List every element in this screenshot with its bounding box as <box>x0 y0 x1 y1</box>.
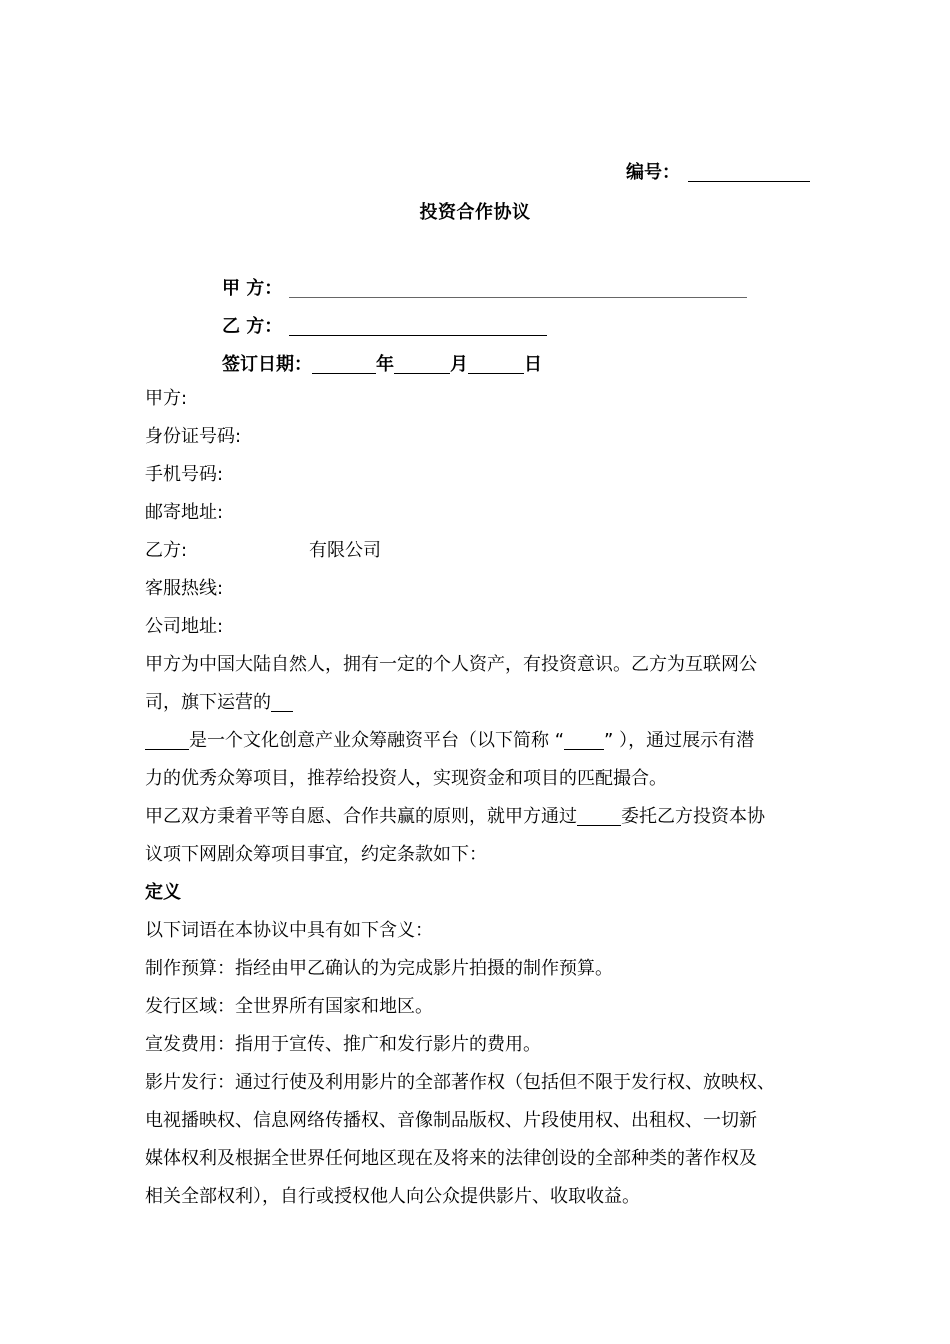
intro-line-3-text-b: ” ），通过展示有潜 <box>604 730 755 751</box>
definition-promo: 宣发费用：指用于宣传、推广和发行影片的费用。 <box>145 1034 541 1055</box>
principle-line-2: 议项下网剧众筹项目事宜，约定条款如下： <box>145 844 487 865</box>
intro-line-4: 力的优秀众筹项目，推荐给投资人，实现资金和项目的匹配撮合。 <box>145 768 667 789</box>
sign-date-label: 签订日期： <box>222 354 312 375</box>
definition-release-line-4: 相关全部权利），自行或授权他人向公众提供影片、收取收益。 <box>145 1186 640 1207</box>
party-a-label: 甲 方： <box>222 278 283 299</box>
definitions-block <box>145 912 813 1216</box>
contract-number <box>626 158 810 184</box>
party-a-line <box>222 274 747 300</box>
principle-line-1-text-a: 甲乙双方秉着平等自愿、合作共赢的原则，就甲方通过 <box>145 806 577 827</box>
party-b-info-label: 乙方: <box>145 540 188 561</box>
service-hotline-info: 客服热线: <box>145 578 224 599</box>
platform-name-blank-2 <box>145 731 189 750</box>
contract-number-label: 编号： <box>626 162 680 183</box>
party-b-label: 乙 方： <box>222 316 283 337</box>
sign-month-blank <box>394 355 450 374</box>
intro-line-3-text-a: 是一个文化创意产业众筹融资平台（以下简称 “ <box>189 730 565 751</box>
sign-year-label: 年 <box>376 354 394 375</box>
definitions-intro: 以下词语在本协议中具有如下含义： <box>145 920 433 941</box>
intro-line-1: 甲方为中国大陆自然人，拥有一定的个人资产，有投资意识。乙方为互联网公 <box>145 654 757 675</box>
party-b-line <box>222 312 547 338</box>
platform-name-blank <box>271 693 293 712</box>
intro-line-2 <box>145 684 813 722</box>
party-b-info <box>145 532 813 570</box>
document-title: 投资合作协议 <box>419 202 531 223</box>
sign-month-label: 月 <box>450 354 468 375</box>
party-info-block <box>145 380 813 646</box>
principle-line-1-text-b: 委托乙方投资本协 <box>621 806 765 827</box>
mail-address-info: 邮寄地址: <box>145 502 224 523</box>
sign-year-blank <box>312 355 376 374</box>
id-number-info: 身份证号码: <box>145 426 242 447</box>
contract-number-blank <box>688 163 810 182</box>
sign-day-label: 日 <box>524 354 542 375</box>
channel-blank <box>577 807 621 826</box>
definitions-heading: 定义 <box>145 882 181 903</box>
party-b-company: 有限公司 <box>309 540 381 561</box>
definition-budget: 制作预算：指经由甲乙确认的为完成影片拍摄的制作预算。 <box>145 958 613 979</box>
party-a-info: 甲方: <box>145 388 188 409</box>
party-a-blank <box>289 279 747 298</box>
phone-info: 手机号码: <box>145 464 224 485</box>
intro-line-2-text: 司，旗下运营的 <box>145 692 271 713</box>
definition-region: 发行区域：全世界所有国家和地区。 <box>145 996 433 1017</box>
definition-release-line-1: 影片发行：通过行使及利用影片的全部著作权（包括但不限于发行权、放映权、 <box>145 1072 775 1093</box>
short-name-blank <box>564 731 604 750</box>
party-b-blank <box>289 317 547 336</box>
intro-paragraph <box>145 646 813 874</box>
intro-line-3 <box>145 722 813 760</box>
principle-line-1 <box>145 798 813 836</box>
sign-date-line <box>222 350 542 376</box>
definition-release-line-2: 电视播映权、信息网络传播权、音像制品版权、片段使用权、出租权、一切新 <box>145 1110 757 1131</box>
company-address-info: 公司地址: <box>145 616 224 637</box>
sign-day-blank <box>468 355 524 374</box>
definition-release-line-3: 媒体权利及根据全世界任何地区现在及将来的法律创设的全部种类的著作权及 <box>145 1148 757 1169</box>
